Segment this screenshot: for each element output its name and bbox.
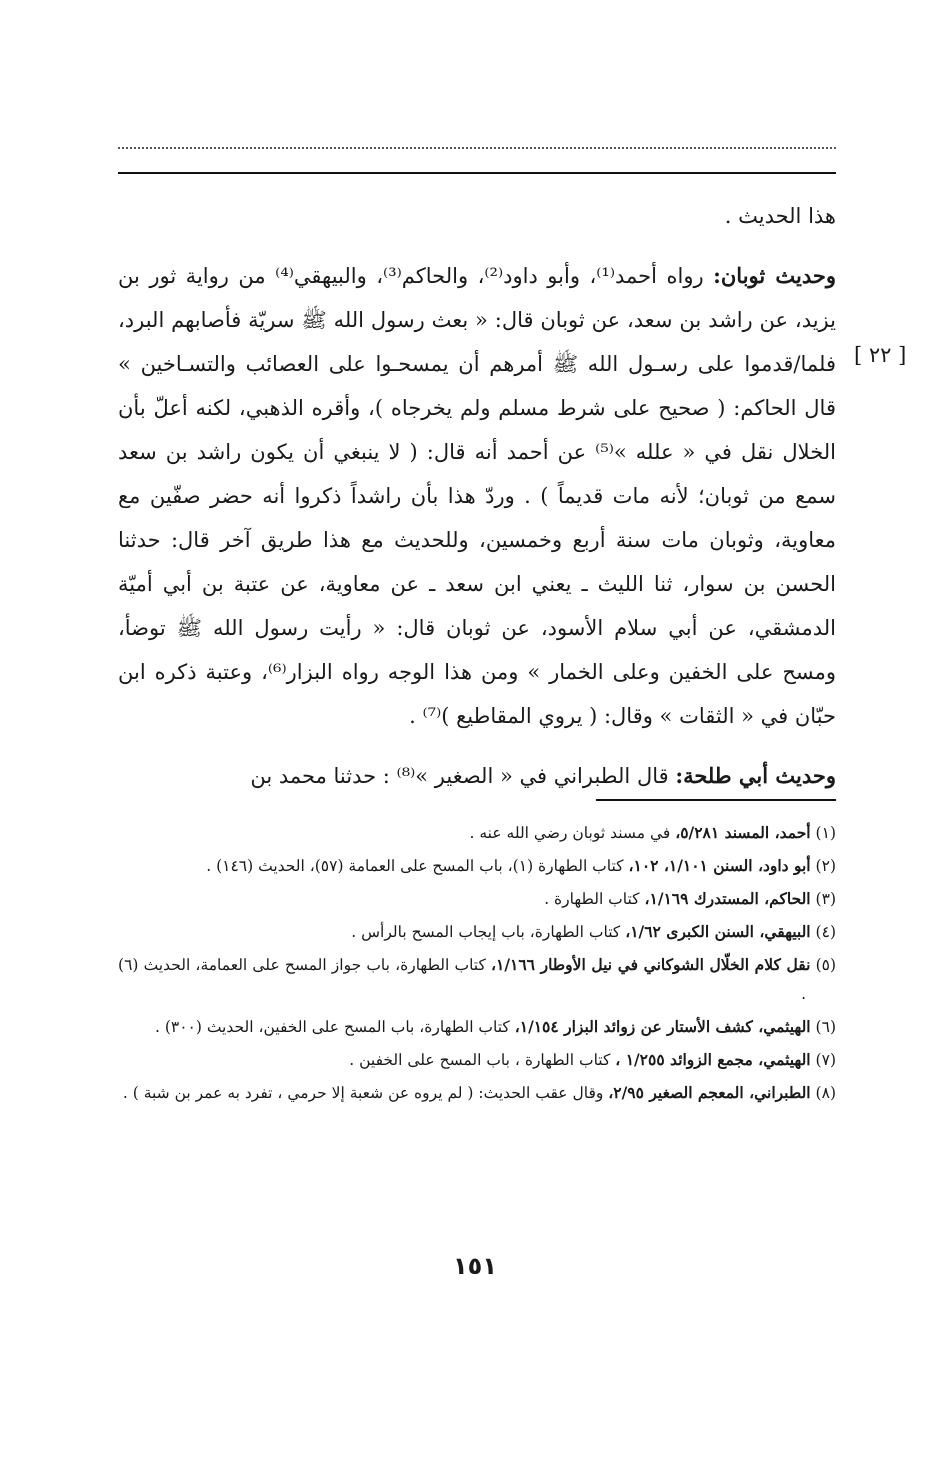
footnote-text: كتاب الطهارة، باب جواز المسح على العمامة، الحديث (٦) . xyxy=(118,956,806,1003)
footnote-text: في مسند ثوبان رضي الله عنه . xyxy=(469,824,676,842)
paragraph-text: رواه أحمد⁽¹⁾، وأبو داود⁽²⁾، والحاكم⁽³⁾، والبيهقي⁽⁴⁾ من رواية ثور بن يزيد، عن راشد بن سعد، عن ثوبان قال: « بعث رسول الله ﷺ سريّة فأصابهم البرد، فلما/قدموا على رسـول الله ﷺ أمرهم أن يمسحـوا على العصائب والتسـاخين » قال الحاكم: ( صحيح على شرط مسلم ولم يخرجاه )، وأقره الذهبي، لكنه أعلّ بأن الخلال نقل في « علله »⁽⁵⁾ عن أحمد أنه قال: ( لا ينبغي أن يكون راشد بن سعد سمع من ثوبان؛ لأنه مات قديماً ) . وردّ هذا بأن راشداً ذكروا أنه حضر صفّين مع معاوية، وثوبان مات سنة أربع وخمسين، وللحديث مع هذا طريق آخر قال: حدثنا الحسن بن سوار، ثنا الليث ـ يعني ابن سعد ـ عن معاوية، عن عتبة بن أبي أميّة الدمشقي، عن أبي سلام الأسود، عن ثوبان قال: « رأيت رسول الله ﷺ توضأ، ومسح على الخفين وعلى الخمار » ومن هذا الوجه رواه البزار⁽⁶⁾، وعتبة ذكره ابن حبّان في « الثقات » وقال: ( يروي المقاطيع )⁽⁷⁾ . xyxy=(118,264,836,728)
footnote-separator xyxy=(596,799,836,801)
footnote-number: (١) xyxy=(815,824,836,842)
footnote xyxy=(118,1078,836,1108)
footnote-text: كتاب الطهارة . xyxy=(544,890,645,908)
paragraph-intro: هذا الحديث . xyxy=(724,204,836,228)
header-rule xyxy=(118,172,836,174)
footnote-source: الطبراني، المعجم الصغير ٢/٩٥، xyxy=(608,1083,811,1102)
footnote-source: الهيثمي، مجمع الزوائد ١/٢٥٥ ، xyxy=(615,1050,811,1069)
footnote-number: (٨) xyxy=(815,1084,836,1102)
footnote-text: كتاب الطهارة (١)، باب المسح على العمامة (٥٧)، الحديث (١٤٦) . xyxy=(206,857,629,875)
margin-page-marker: [ ٢٢ ] xyxy=(854,343,907,367)
footnote xyxy=(118,1045,836,1075)
footnote-source: أبو داود، السنن ١/١٠١، ١٠٢، xyxy=(628,856,811,875)
footnote xyxy=(118,1012,836,1042)
footnote-number: (٢) xyxy=(815,857,836,875)
footnote-text: كتاب الطهارة، باب إيجاب المسح بالرأس . xyxy=(351,923,626,941)
footnote-text: كتاب الطهارة، باب المسح على الخفين، الحديث (٣٠٠) . xyxy=(154,1018,515,1036)
paragraph-abu-talha xyxy=(118,754,836,798)
footnote xyxy=(118,917,836,947)
footnote-number: (٦) xyxy=(815,1018,836,1036)
footnote-text: وقال عقب الحديث: ( لم يروه عن شعبة إلا حرمي ، تفرد به عمر بن شبة ) . xyxy=(122,1084,609,1102)
page-number: ١٥١ xyxy=(453,1252,497,1280)
footnote-number: (٧) xyxy=(815,1051,836,1069)
top-dotted-divider xyxy=(118,147,836,149)
footnote xyxy=(118,884,836,914)
footnote-source: الحاكم، المستدرك ١/١٦٩، xyxy=(644,889,811,908)
footnote-number: (٤) xyxy=(815,923,836,941)
footnote-number: (٣) xyxy=(815,890,836,908)
footnote xyxy=(118,851,836,881)
paragraph-text: قال الطبراني في « الصغير »⁽⁸⁾ : حدثنا محمد بن xyxy=(250,764,669,788)
footnote-source: البيهقي، السنن الكبرى ١/٦٢، xyxy=(625,922,811,941)
footnote xyxy=(118,818,836,848)
paragraph-thawban xyxy=(118,254,836,738)
paragraph-lead: وحديث أبي طلحة: xyxy=(675,763,836,788)
footnote xyxy=(118,950,836,1009)
footnote-source: الهيثمي، كشف الأستار عن زوائد البزار ١/١٥٤، xyxy=(514,1017,811,1036)
footnote-text: كتاب الطهارة ، باب المسح على الخفين . xyxy=(349,1051,616,1069)
footnote-source: نقل كلام الخلّال الشوكاني في نيل الأوطار ١/١٦٦، xyxy=(491,955,811,974)
paragraph-lead: وحديث ثوبان: xyxy=(713,263,836,288)
main-text xyxy=(118,194,836,798)
footnote-number: (٥) xyxy=(815,956,837,974)
footnotes xyxy=(118,818,836,1111)
footnote-source: أحمد، المسند ٥/٢٨١، xyxy=(675,823,811,842)
